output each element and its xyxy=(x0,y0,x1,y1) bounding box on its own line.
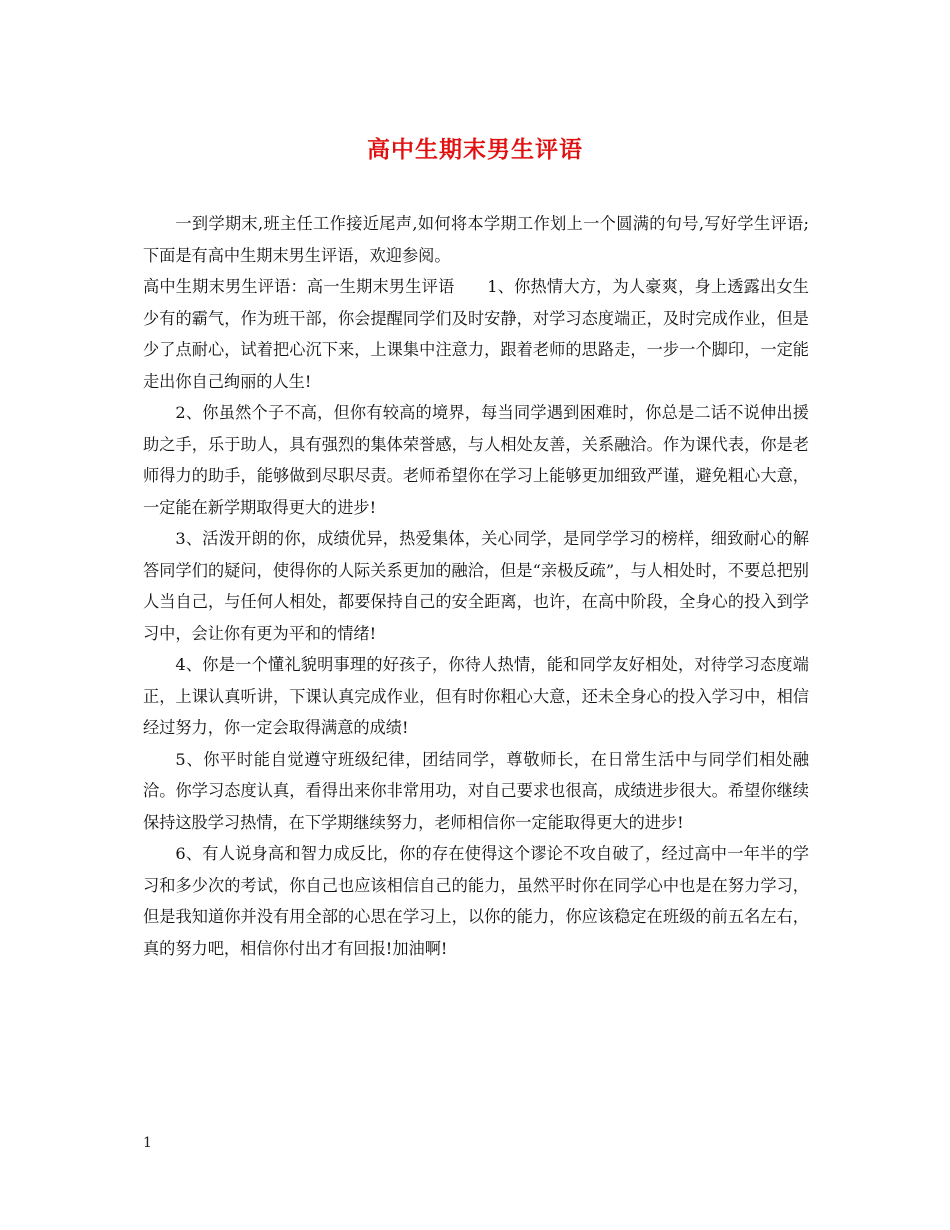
document-body xyxy=(143,208,809,964)
comment-paragraph-2: 2、你虽然个子不高，但你有较高的境界，每当同学遇到困难时，你总是二话不说伸出援助之手，乐于助人，具有强烈的集体荣誉感，与人相处友善，关系融洽。作为课代表，你是老师得力的助手，能够做到尽职尽责。老师希望你在学习上能够更加细致严谨，避免粗心大意，一定能在新学期取得更大的进步! xyxy=(143,403,809,517)
comment-paragraph-3: 3、活泼开朗的你，成绩优异，热爱集体，关心同学，是同学学习的榜样，细致耐心的解答同学们的疑问，使得你的人际关系更加的融洽，但是“亲极反疏”，与人相处时，不要总把别人当自己，与任何人相处，都要保持自己的安全距离，也许，在高中阶段，全身心的投入到学习中，会让你有更为平和的情绪! xyxy=(143,529,809,643)
comment-paragraph-6: 6、有人说身高和智力成反比，你的存在使得这个谬论不攻自破了，经过高中一年半的学习和多少次的考试，你自己也应该相信自己的能力，虽然平时你在同学心中也是在努力学习，但是我知道你并没有用全部的心思在学习上，以你的能力，你应该稳定在班级的前五名左右，真的努力吧，相信你付出才有回报!加油啊! xyxy=(143,844,809,958)
page-number: 1 xyxy=(143,1135,152,1151)
comment-paragraph-1: 高中生期末男生评语：高一生期末男生评语 1、你热情大方，为人豪爽，身上透露出女生少有的霸气，作为班干部，你会提醒同学们及时安静，对学习态度端正，及时完成作业，但是少了点耐心，试着把心沉下来，上课集中注意力，跟着老师的思路走，一步一个脚印，一定能走出你自己绚丽的人生! xyxy=(143,277,809,391)
document-title: 高中生期末男生评语 xyxy=(367,136,583,163)
comment-paragraph-5: 5、你平时能自觉遵守班级纪律，团结同学，尊敬师长，在日常生活中与同学们相处融洽。你学习态度认真，看得出来你非常用功，对自己要求也很高，成绩进步很大。希望你继续保持这股学习热情，在下学期继续努力，老师相信你一定能取得更大的进步! xyxy=(143,749,809,832)
comment-paragraph-4: 4、你是一个懂礼貌明事理的好孩子，你待人热情，能和同学友好相处，对待学习态度端正，上课认真听讲，下课认真完成作业，但有时你粗心大意，还未全身心的投入学习中，相信经过努力，你一定会取得满意的成绩! xyxy=(143,655,809,737)
intro-paragraph: 一到学期末,班主任工作接近尾声,如何将本学期工作划上一个圆满的句号,写好学生评语;下面是有高中生期末男生评语，欢迎参阅。 xyxy=(143,214,809,265)
